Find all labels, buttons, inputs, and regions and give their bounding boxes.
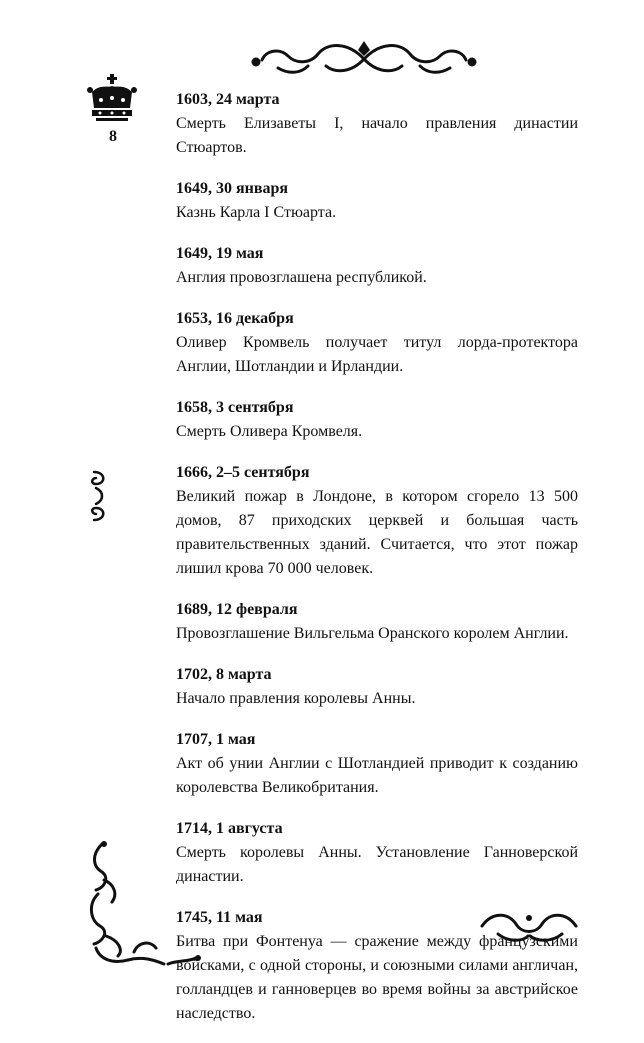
entry-text: Смерть Оливера Кромвеля. [176,423,363,440]
entry-date: 1649, 30 января [176,180,289,197]
chronology-entry [176,242,578,290]
entry-text: Провозглашение Вильгельма Оранского королем Англии. [176,625,569,642]
chronology-entry [176,307,578,379]
entry-date: 1653, 16 декабря [176,310,294,327]
entry-text: Оливер Кромвель получает титул лорда-протектора Англии, Шотландии и Ирландии. [176,334,578,375]
entry-date: 1707, 1 мая [176,731,256,748]
entry-date: 1689, 12 февраля [176,601,298,618]
page-number: 8 [109,128,117,145]
side-ornament-icon [88,468,110,524]
chronology-entry [176,177,578,225]
entry-date: 1666, 2–5 сентября [176,464,310,481]
chronology-entry [176,396,578,444]
chronology-entry [176,598,578,646]
entry-text: Начало правления королевы Анны. [176,690,416,707]
chronology-entry [176,906,578,1026]
entry-date: 1649, 19 мая [176,245,264,262]
entry-date: 1714, 1 августа [176,820,283,837]
entry-date: 1745, 11 мая [176,909,263,926]
entry-text: Битва при Фонтенуа — сражение между французскими войсками, с одной стороны, и союзными силами англичан, голландцев и ганноверцев во время войны за австрийское наследство. [176,933,578,1022]
chronology-entry [176,663,578,711]
entry-date: 1603, 24 марта [176,91,280,108]
entry-text: Смерть Елизаветы I, начало правления династии Стюартов. [176,115,578,156]
crown-icon [86,74,138,124]
entry-date: 1658, 3 сентября [176,399,294,416]
chronology-entry [176,728,578,800]
chronology [176,88,578,1043]
entry-date: 1702, 8 марта [176,666,272,683]
entry-text: Великий пожар в Лондоне, в котором сгорело 13 500 домов, 87 приходских церквей и большая часть правительственных зданий. Считается, что этот пожар лишил крова 70 000 человек. [176,488,578,577]
chronology-entry [176,461,578,581]
entry-text: Казнь Карла I Стюарта. [176,204,337,221]
entry-text: Акт об унии Англии с Шотландией приводит к созданию королевства Великобритания. [176,755,578,796]
top-ornament-icon [248,38,480,80]
chronology-entry [176,817,578,889]
entry-text: Смерть королевы Анны. Установление Ганноверской династии. [176,844,578,885]
chronology-entry [176,88,578,160]
entry-text: Англия провозглашена республикой. [176,269,427,286]
